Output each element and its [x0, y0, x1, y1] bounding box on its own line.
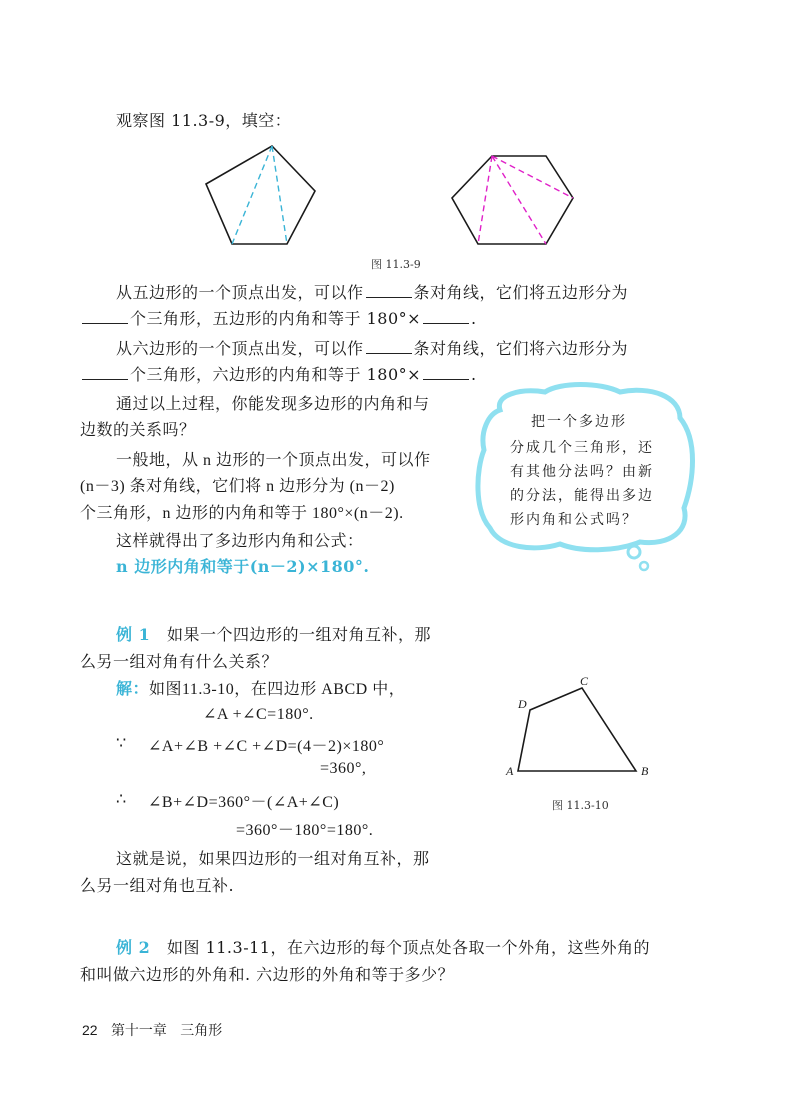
example2-line2: 和叫做六边形的外角和. 六边形的外角和等于多少？	[80, 965, 455, 984]
page-footer	[82, 1020, 222, 1040]
formula-text: n 边形内角和等于(n－2)×180°.	[116, 557, 370, 576]
bubble-line5: 形内角和公式吗？	[510, 512, 638, 528]
solution-line6: =360°－180°=180°.	[236, 822, 374, 839]
vertex-label-c: C	[580, 674, 589, 688]
summary-line2: 么另一组对角也互补.	[80, 876, 235, 895]
example2-line1: 例 2 如图 11.3-11，在六边形的每个顶点处各取一个外角，这些外角的	[116, 938, 650, 957]
bubble-line3: 有其他分法吗？由新	[510, 464, 654, 480]
solution-line1: 解：如图11.3-10，在四边形 ABCD 中，	[116, 681, 406, 698]
therefore-symbol: ∴	[116, 791, 127, 808]
bubble-line4: 的分法，能得出多边	[510, 488, 654, 504]
example1-label: 例 1	[116, 625, 151, 644]
figure-caption-11-3-9: 图 11.3-9	[371, 258, 421, 271]
figure-caption-11-3-10: 图 11.3-10	[552, 799, 609, 812]
question-line2: 边数的关系吗？	[80, 420, 196, 439]
bubble-line1: 把一个多边形	[531, 414, 627, 430]
solution-label: 解：	[116, 681, 150, 698]
general-line1: 一般地，从 n 边形的一个顶点出发，可以作	[116, 452, 431, 469]
example1-question-line2: 么另一组对角有什么关系？	[80, 652, 279, 671]
fill-hexagon-line1: 从六边形的一个顶点出发，可以作 条对角线，它们将六边形分为	[116, 339, 629, 358]
vertex-label-d: D	[518, 697, 527, 711]
bubble-line2: 分成几个三角形，还	[510, 440, 654, 456]
general-line2: (n－3) 条对角线，它们将 n 边形分为 (n－2)	[80, 478, 395, 495]
solution-line5: ∠B+∠D=360°－(∠A+∠C)	[148, 794, 340, 811]
fill-pentagon-line1: 从五边形的一个顶点出发，可以作 条对角线，它们将五边形分为	[116, 283, 629, 302]
solution-line3: ∠A+∠B +∠C +∠D=(4－2)×180°	[148, 738, 385, 755]
page-number: 22	[82, 1022, 98, 1038]
solution-line2: ∠A +∠C=180°.	[203, 706, 314, 723]
fill-pentagon-line2: 个三角形，五边形的内角和等于 180°× .	[80, 306, 477, 329]
chapter-label: 第十一章	[110, 1023, 167, 1039]
example1-question-line1: 例 1 如果一个四边形的一组对角互补，那	[116, 625, 431, 644]
vertex-label-a: A	[506, 764, 514, 778]
summary-line1: 这就是说，如果四边形的一组对角互补，那	[116, 849, 430, 868]
conclusion-text: 这样就得出了多边形内角和公式：	[116, 531, 364, 550]
intro-text: 观察图 11.3-9，填空：	[116, 111, 292, 130]
solution-line4: =360°,	[320, 760, 367, 777]
chapter-title: 三角形	[180, 1023, 223, 1039]
because-symbol: ∵	[116, 735, 127, 752]
general-line3: 个三角形，n 边形的内角和等于 180°×(n－2).	[80, 505, 404, 522]
example2-label: 例 2	[116, 938, 151, 957]
vertex-label-b: B	[641, 764, 649, 778]
question-line1: 通过以上过程，你能发现多边形的内角和与	[116, 394, 430, 413]
fill-hexagon-line2: 个三角形，六边形的内角和等于 180°× .	[80, 362, 477, 385]
